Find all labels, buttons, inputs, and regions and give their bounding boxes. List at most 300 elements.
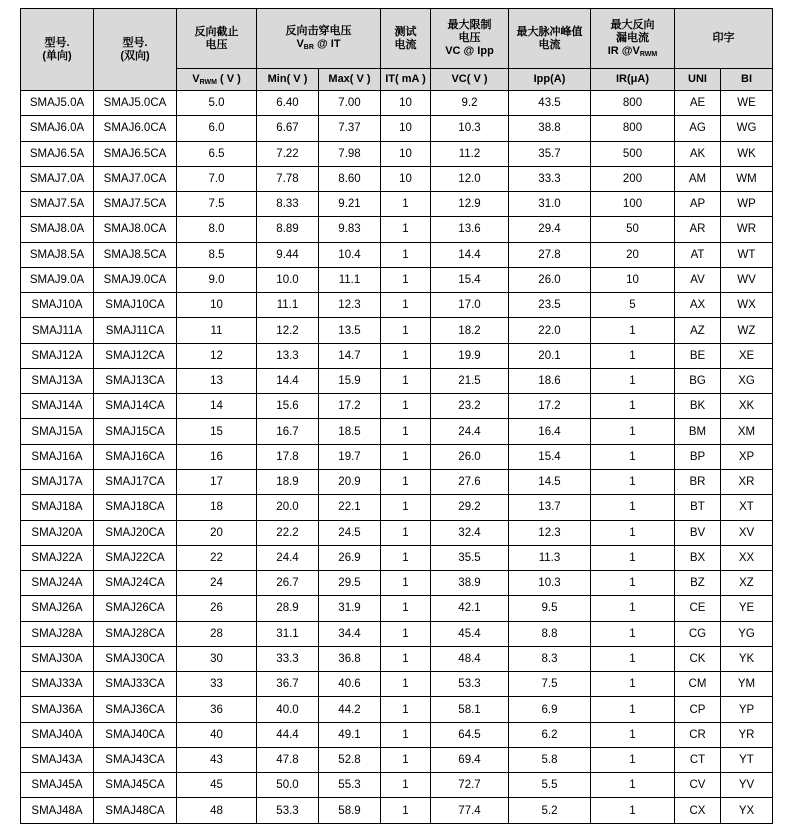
cell-vc: 29.2 xyxy=(431,495,509,520)
cell-marking-bi: WK xyxy=(721,141,773,166)
cell-vbr-max: 9.83 xyxy=(319,217,381,242)
cell-vbr-min: 10.0 xyxy=(257,267,319,292)
cell-ir: 1 xyxy=(591,621,675,646)
cell-model-uni: SMAJ6.5A xyxy=(21,141,94,166)
cell-vrwm: 12 xyxy=(177,343,257,368)
cell-ir: 500 xyxy=(591,141,675,166)
cell-model-uni: SMAJ10A xyxy=(21,293,94,318)
cell-it: 1 xyxy=(381,469,431,494)
cell-it: 1 xyxy=(381,747,431,772)
cell-vbr-min: 26.7 xyxy=(257,571,319,596)
cell-vbr-max: 20.9 xyxy=(319,469,381,494)
cell-marking-bi: XK xyxy=(721,394,773,419)
cell-vbr-min: 13.3 xyxy=(257,343,319,368)
cell-vrwm: 7.0 xyxy=(177,166,257,191)
spec-table xyxy=(20,8,773,824)
cell-marking-uni: AX xyxy=(675,293,721,318)
cell-model-bi: SMAJ11CA xyxy=(94,318,177,343)
cell-vc: 42.1 xyxy=(431,596,509,621)
cell-it: 1 xyxy=(381,672,431,697)
cell-model-bi: SMAJ9.0CA xyxy=(94,267,177,292)
cell-vc: 58.1 xyxy=(431,697,509,722)
cell-it: 1 xyxy=(381,773,431,798)
cell-ir: 1 xyxy=(591,444,675,469)
cell-vrwm: 18 xyxy=(177,495,257,520)
cell-vbr-max: 12.3 xyxy=(319,293,381,318)
cell-ipp: 29.4 xyxy=(509,217,591,242)
cell-model-bi: SMAJ30CA xyxy=(94,646,177,671)
cell-vc: 53.3 xyxy=(431,672,509,697)
header-model-uni: 型号. (单向) xyxy=(21,9,94,91)
cell-ir: 1 xyxy=(591,722,675,747)
cell-vbr-max: 36.8 xyxy=(319,646,381,671)
cell-marking-uni: AV xyxy=(675,267,721,292)
cell-vrwm: 24 xyxy=(177,571,257,596)
cell-marking-bi: XE xyxy=(721,343,773,368)
table-row xyxy=(21,192,773,217)
cell-vbr-max: 7.98 xyxy=(319,141,381,166)
cell-vbr-max: 7.00 xyxy=(319,91,381,116)
cell-it: 1 xyxy=(381,242,431,267)
cell-ipp: 15.4 xyxy=(509,444,591,469)
cell-vrwm: 28 xyxy=(177,621,257,646)
header-uni: UNI xyxy=(675,69,721,91)
cell-vc: 15.4 xyxy=(431,267,509,292)
cell-marking-uni: AM xyxy=(675,166,721,191)
cell-vc: 45.4 xyxy=(431,621,509,646)
cell-vbr-min: 9.44 xyxy=(257,242,319,267)
cell-model-uni: SMAJ40A xyxy=(21,722,94,747)
cell-marking-uni: AK xyxy=(675,141,721,166)
cell-ir: 800 xyxy=(591,91,675,116)
cell-ipp: 11.3 xyxy=(509,545,591,570)
cell-vc: 69.4 xyxy=(431,747,509,772)
table-row xyxy=(21,293,773,318)
cell-ir: 1 xyxy=(591,646,675,671)
cell-ipp: 9.5 xyxy=(509,596,591,621)
header-ipp-unit: Ipp(A) xyxy=(509,69,591,91)
cell-vbr-min: 50.0 xyxy=(257,773,319,798)
table-row xyxy=(21,444,773,469)
cell-model-uni: SMAJ6.0A xyxy=(21,116,94,141)
cell-marking-uni: BP xyxy=(675,444,721,469)
cell-vbr-min: 20.0 xyxy=(257,495,319,520)
cell-vc: 11.2 xyxy=(431,141,509,166)
table-row xyxy=(21,621,773,646)
cell-ir: 1 xyxy=(591,773,675,798)
cell-model-uni: SMAJ45A xyxy=(21,773,94,798)
cell-vc: 21.5 xyxy=(431,368,509,393)
cell-vc: 24.4 xyxy=(431,419,509,444)
cell-ir: 1 xyxy=(591,318,675,343)
cell-marking-bi: WR xyxy=(721,217,773,242)
table-row xyxy=(21,166,773,191)
cell-model-bi: SMAJ15CA xyxy=(94,419,177,444)
cell-model-bi: SMAJ45CA xyxy=(94,773,177,798)
cell-model-bi: SMAJ7.5CA xyxy=(94,192,177,217)
header-vrwm-group: 反向截止 电压 xyxy=(177,9,257,69)
cell-vrwm: 22 xyxy=(177,545,257,570)
cell-it: 1 xyxy=(381,722,431,747)
cell-marking-bi: YV xyxy=(721,773,773,798)
cell-marking-bi: WT xyxy=(721,242,773,267)
cell-vrwm: 7.5 xyxy=(177,192,257,217)
cell-ir: 20 xyxy=(591,242,675,267)
cell-marking-uni: CK xyxy=(675,646,721,671)
cell-vc: 72.7 xyxy=(431,773,509,798)
table-row xyxy=(21,91,773,116)
cell-marking-uni: BK xyxy=(675,394,721,419)
cell-vbr-max: 10.4 xyxy=(319,242,381,267)
cell-it: 1 xyxy=(381,267,431,292)
cell-model-uni: SMAJ8.5A xyxy=(21,242,94,267)
cell-vc: 27.6 xyxy=(431,469,509,494)
cell-vbr-min: 53.3 xyxy=(257,798,319,823)
cell-vrwm: 13 xyxy=(177,368,257,393)
cell-model-uni: SMAJ24A xyxy=(21,571,94,596)
cell-marking-uni: CX xyxy=(675,798,721,823)
cell-vbr-min: 6.67 xyxy=(257,116,319,141)
cell-vrwm: 40 xyxy=(177,722,257,747)
cell-ipp: 8.3 xyxy=(509,646,591,671)
cell-ir: 1 xyxy=(591,520,675,545)
cell-ipp: 22.0 xyxy=(509,318,591,343)
cell-marking-uni: AP xyxy=(675,192,721,217)
table-row xyxy=(21,267,773,292)
cell-marking-bi: WP xyxy=(721,192,773,217)
cell-model-uni: SMAJ7.5A xyxy=(21,192,94,217)
cell-model-bi: SMAJ17CA xyxy=(94,469,177,494)
cell-it: 1 xyxy=(381,394,431,419)
cell-marking-uni: CR xyxy=(675,722,721,747)
cell-vc: 10.3 xyxy=(431,116,509,141)
cell-ipp: 23.5 xyxy=(509,293,591,318)
header-model-bi: 型号. (双向) xyxy=(94,9,177,91)
cell-marking-uni: BV xyxy=(675,520,721,545)
cell-vbr-max: 13.5 xyxy=(319,318,381,343)
cell-vbr-min: 18.9 xyxy=(257,469,319,494)
table-row xyxy=(21,697,773,722)
cell-marking-uni: BT xyxy=(675,495,721,520)
cell-ir: 10 xyxy=(591,267,675,292)
table-row xyxy=(21,141,773,166)
table-row xyxy=(21,747,773,772)
cell-vbr-min: 36.7 xyxy=(257,672,319,697)
cell-it: 10 xyxy=(381,91,431,116)
cell-ir: 1 xyxy=(591,545,675,570)
table-row xyxy=(21,545,773,570)
cell-vrwm: 10 xyxy=(177,293,257,318)
cell-model-uni: SMAJ13A xyxy=(21,368,94,393)
cell-marking-bi: WG xyxy=(721,116,773,141)
cell-marking-bi: YM xyxy=(721,672,773,697)
cell-marking-uni: CV xyxy=(675,773,721,798)
cell-vbr-max: 34.4 xyxy=(319,621,381,646)
cell-marking-uni: BZ xyxy=(675,571,721,596)
cell-vrwm: 14 xyxy=(177,394,257,419)
cell-ipp: 17.2 xyxy=(509,394,591,419)
cell-marking-uni: CG xyxy=(675,621,721,646)
cell-it: 1 xyxy=(381,444,431,469)
cell-it: 1 xyxy=(381,545,431,570)
cell-ipp: 6.9 xyxy=(509,697,591,722)
cell-marking-uni: AG xyxy=(675,116,721,141)
cell-vc: 35.5 xyxy=(431,545,509,570)
cell-vbr-min: 22.2 xyxy=(257,520,319,545)
cell-ipp: 35.7 xyxy=(509,141,591,166)
cell-ipp: 13.7 xyxy=(509,495,591,520)
table-body xyxy=(21,91,773,824)
cell-marking-uni: CT xyxy=(675,747,721,772)
cell-marking-uni: CM xyxy=(675,672,721,697)
cell-model-uni: SMAJ8.0A xyxy=(21,217,94,242)
cell-model-bi: SMAJ22CA xyxy=(94,545,177,570)
cell-vbr-max: 31.9 xyxy=(319,596,381,621)
cell-model-bi: SMAJ24CA xyxy=(94,571,177,596)
cell-vc: 9.2 xyxy=(431,91,509,116)
cell-vbr-max: 58.9 xyxy=(319,798,381,823)
cell-ipp: 43.5 xyxy=(509,91,591,116)
cell-ir: 1 xyxy=(591,495,675,520)
cell-marking-bi: XP xyxy=(721,444,773,469)
header-it-group: 测试 电流 xyxy=(381,9,431,69)
cell-vc: 13.6 xyxy=(431,217,509,242)
cell-marking-bi: YE xyxy=(721,596,773,621)
cell-it: 1 xyxy=(381,419,431,444)
header-ipp-group: 最大脉冲峰值 电流 xyxy=(509,9,591,69)
table-row xyxy=(21,571,773,596)
cell-model-bi: SMAJ43CA xyxy=(94,747,177,772)
cell-it: 10 xyxy=(381,116,431,141)
header-ir-unit: IR(μA) xyxy=(591,69,675,91)
cell-vc: 14.4 xyxy=(431,242,509,267)
cell-model-uni: SMAJ43A xyxy=(21,747,94,772)
cell-vbr-max: 49.1 xyxy=(319,722,381,747)
cell-it: 10 xyxy=(381,141,431,166)
cell-vrwm: 20 xyxy=(177,520,257,545)
cell-marking-uni: BE xyxy=(675,343,721,368)
cell-vbr-max: 8.60 xyxy=(319,166,381,191)
cell-model-uni: SMAJ11A xyxy=(21,318,94,343)
cell-marking-bi: WM xyxy=(721,166,773,191)
cell-vc: 38.9 xyxy=(431,571,509,596)
cell-vrwm: 15 xyxy=(177,419,257,444)
header-vc-group: 最大限制 电压 VC @ Ipp xyxy=(431,9,509,69)
cell-it: 1 xyxy=(381,571,431,596)
cell-ir: 1 xyxy=(591,469,675,494)
cell-it: 1 xyxy=(381,596,431,621)
cell-model-bi: SMAJ8.5CA xyxy=(94,242,177,267)
cell-model-bi: SMAJ10CA xyxy=(94,293,177,318)
cell-vbr-max: 11.1 xyxy=(319,267,381,292)
table-row xyxy=(21,596,773,621)
cell-vrwm: 33 xyxy=(177,672,257,697)
cell-it: 1 xyxy=(381,192,431,217)
table-row xyxy=(21,116,773,141)
cell-vrwm: 30 xyxy=(177,646,257,671)
table-row xyxy=(21,798,773,823)
cell-vbr-min: 8.33 xyxy=(257,192,319,217)
cell-marking-uni: AT xyxy=(675,242,721,267)
cell-model-uni: SMAJ15A xyxy=(21,419,94,444)
cell-ir: 1 xyxy=(591,672,675,697)
cell-model-bi: SMAJ8.0CA xyxy=(94,217,177,242)
cell-model-bi: SMAJ36CA xyxy=(94,697,177,722)
cell-it: 1 xyxy=(381,520,431,545)
cell-vbr-max: 17.2 xyxy=(319,394,381,419)
cell-model-uni: SMAJ9.0A xyxy=(21,267,94,292)
cell-vbr-min: 16.7 xyxy=(257,419,319,444)
table-row xyxy=(21,343,773,368)
header-min-unit: Min( V ) xyxy=(257,69,319,91)
header-ir-group: 最大反向 漏电流 IR @VRWM xyxy=(591,9,675,69)
header-vbr-group: 反向击穿电压 VBR @ IT xyxy=(257,9,381,69)
cell-vrwm: 8.5 xyxy=(177,242,257,267)
cell-vc: 19.9 xyxy=(431,343,509,368)
cell-model-uni: SMAJ22A xyxy=(21,545,94,570)
cell-marking-uni: BX xyxy=(675,545,721,570)
cell-vbr-max: 15.9 xyxy=(319,368,381,393)
cell-marking-bi: XV xyxy=(721,520,773,545)
cell-ipp: 20.1 xyxy=(509,343,591,368)
cell-marking-bi: XZ xyxy=(721,571,773,596)
cell-vbr-min: 31.1 xyxy=(257,621,319,646)
cell-vbr-max: 55.3 xyxy=(319,773,381,798)
cell-ipp: 14.5 xyxy=(509,469,591,494)
cell-vrwm: 9.0 xyxy=(177,267,257,292)
cell-ir: 1 xyxy=(591,747,675,772)
cell-marking-bi: YR xyxy=(721,722,773,747)
cell-model-uni: SMAJ7.0A xyxy=(21,166,94,191)
cell-vbr-max: 26.9 xyxy=(319,545,381,570)
cell-model-bi: SMAJ33CA xyxy=(94,672,177,697)
cell-vc: 48.4 xyxy=(431,646,509,671)
cell-vrwm: 8.0 xyxy=(177,217,257,242)
cell-vrwm: 5.0 xyxy=(177,91,257,116)
cell-vc: 26.0 xyxy=(431,444,509,469)
cell-model-uni: SMAJ33A xyxy=(21,672,94,697)
cell-vrwm: 11 xyxy=(177,318,257,343)
cell-it: 1 xyxy=(381,293,431,318)
cell-model-bi: SMAJ48CA xyxy=(94,798,177,823)
cell-vc: 23.2 xyxy=(431,394,509,419)
cell-model-uni: SMAJ20A xyxy=(21,520,94,545)
cell-ipp: 33.3 xyxy=(509,166,591,191)
cell-model-bi: SMAJ40CA xyxy=(94,722,177,747)
cell-model-uni: SMAJ30A xyxy=(21,646,94,671)
cell-model-bi: SMAJ7.0CA xyxy=(94,166,177,191)
cell-model-uni: SMAJ26A xyxy=(21,596,94,621)
cell-marking-bi: YK xyxy=(721,646,773,671)
cell-model-bi: SMAJ14CA xyxy=(94,394,177,419)
cell-ipp: 8.8 xyxy=(509,621,591,646)
cell-marking-uni: BG xyxy=(675,368,721,393)
cell-vbr-min: 44.4 xyxy=(257,722,319,747)
cell-vbr-max: 9.21 xyxy=(319,192,381,217)
cell-ipp: 5.8 xyxy=(509,747,591,772)
cell-vrwm: 17 xyxy=(177,469,257,494)
cell-ipp: 31.0 xyxy=(509,192,591,217)
cell-ir: 1 xyxy=(591,343,675,368)
cell-ir: 1 xyxy=(591,596,675,621)
cell-ipp: 27.8 xyxy=(509,242,591,267)
cell-marking-bi: WV xyxy=(721,267,773,292)
table-row xyxy=(21,646,773,671)
cell-ir: 1 xyxy=(591,798,675,823)
cell-vc: 32.4 xyxy=(431,520,509,545)
cell-vbr-min: 47.8 xyxy=(257,747,319,772)
cell-vbr-min: 7.22 xyxy=(257,141,319,166)
table-row xyxy=(21,368,773,393)
cell-vbr-min: 24.4 xyxy=(257,545,319,570)
cell-ir: 200 xyxy=(591,166,675,191)
cell-vbr-max: 19.7 xyxy=(319,444,381,469)
table-row xyxy=(21,495,773,520)
cell-marking-uni: CE xyxy=(675,596,721,621)
header-it-unit: IT( mA ) xyxy=(381,69,431,91)
cell-model-bi: SMAJ20CA xyxy=(94,520,177,545)
table-row xyxy=(21,318,773,343)
table-row xyxy=(21,773,773,798)
cell-vc: 12.0 xyxy=(431,166,509,191)
table-row xyxy=(21,242,773,267)
cell-vbr-max: 7.37 xyxy=(319,116,381,141)
header-vrwm-unit: VRWM ( V ) xyxy=(177,69,257,91)
cell-ipp: 12.3 xyxy=(509,520,591,545)
cell-vbr-min: 40.0 xyxy=(257,697,319,722)
cell-model-bi: SMAJ18CA xyxy=(94,495,177,520)
cell-model-bi: SMAJ5.0CA xyxy=(94,91,177,116)
cell-marking-bi: YG xyxy=(721,621,773,646)
cell-ir: 1 xyxy=(591,368,675,393)
cell-it: 10 xyxy=(381,166,431,191)
cell-vbr-max: 24.5 xyxy=(319,520,381,545)
cell-model-uni: SMAJ17A xyxy=(21,469,94,494)
cell-marking-bi: XT xyxy=(721,495,773,520)
cell-vrwm: 48 xyxy=(177,798,257,823)
cell-model-bi: SMAJ6.5CA xyxy=(94,141,177,166)
cell-ir: 1 xyxy=(591,571,675,596)
cell-model-uni: SMAJ48A xyxy=(21,798,94,823)
cell-vbr-max: 14.7 xyxy=(319,343,381,368)
cell-marking-uni: BM xyxy=(675,419,721,444)
header-max-unit: Max( V ) xyxy=(319,69,381,91)
cell-model-bi: SMAJ28CA xyxy=(94,621,177,646)
cell-ipp: 5.5 xyxy=(509,773,591,798)
table-row xyxy=(21,672,773,697)
cell-ipp: 7.5 xyxy=(509,672,591,697)
cell-it: 1 xyxy=(381,368,431,393)
cell-ir: 100 xyxy=(591,192,675,217)
cell-vbr-min: 28.9 xyxy=(257,596,319,621)
table-row xyxy=(21,419,773,444)
table-row xyxy=(21,469,773,494)
cell-it: 1 xyxy=(381,217,431,242)
cell-marking-uni: AZ xyxy=(675,318,721,343)
cell-ipp: 5.2 xyxy=(509,798,591,823)
cell-model-bi: SMAJ12CA xyxy=(94,343,177,368)
cell-vrwm: 43 xyxy=(177,747,257,772)
table-row xyxy=(21,520,773,545)
cell-marking-uni: AE xyxy=(675,91,721,116)
header-vc-unit: VC( V ) xyxy=(431,69,509,91)
cell-vc: 64.5 xyxy=(431,722,509,747)
cell-model-bi: SMAJ13CA xyxy=(94,368,177,393)
cell-marking-bi: YP xyxy=(721,697,773,722)
cell-it: 1 xyxy=(381,318,431,343)
cell-ir: 1 xyxy=(591,697,675,722)
cell-model-bi: SMAJ6.0CA xyxy=(94,116,177,141)
